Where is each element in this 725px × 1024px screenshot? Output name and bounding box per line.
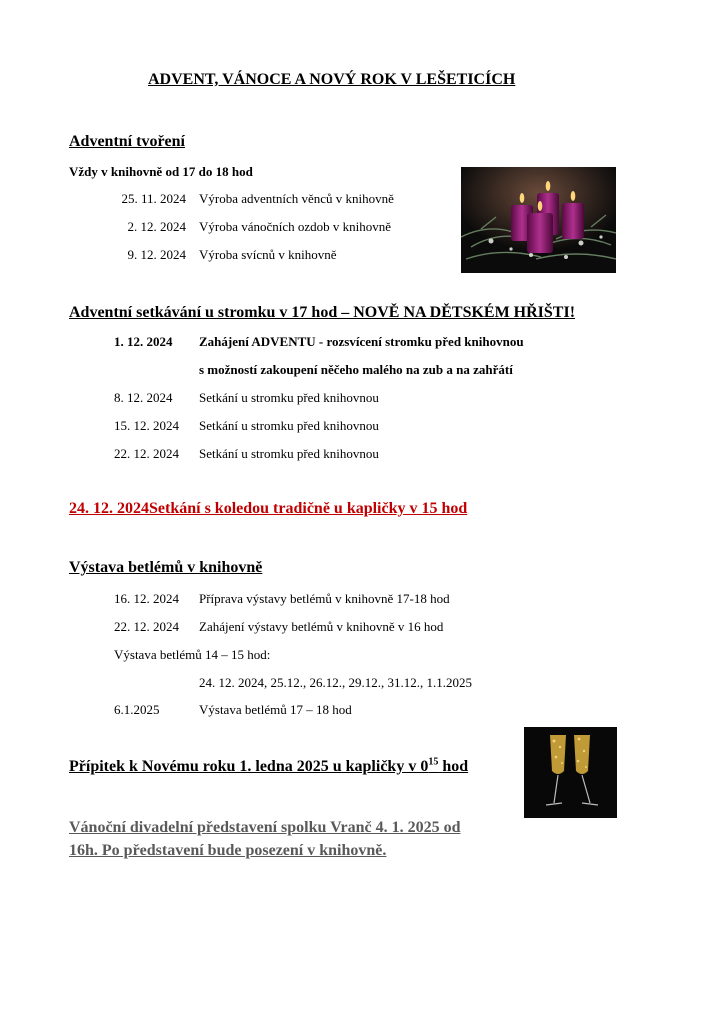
event-text: Setkání u stromku před knihovnou: [199, 390, 379, 405]
event-date: 2. 12. 2024: [127, 219, 186, 234]
event-text: Příprava výstavy betlémů v knihovně 17-18 hod: [199, 591, 450, 606]
section-heading-nativity-exhibition: Výstava betlémů v knihovně: [69, 559, 263, 576]
event-text: Setkání u stromku před knihovnou: [199, 446, 379, 461]
advent-candles-photo: [461, 167, 616, 273]
theater-announcement-line2: 16h. Po představení bude posezení v knihovně.: [69, 842, 387, 859]
event-date: 22. 12. 2024: [114, 446, 179, 461]
exhibition-hours-label: Výstava betlémů 14 – 15 hod:: [114, 647, 271, 662]
section-subheading: Vždy v knihovně od 17 do 18 hod: [69, 164, 253, 179]
event-date: 16. 12. 2024: [114, 591, 179, 606]
theater-announcement-line1: Vánoční divadelní představení spolku Vranč 4. 1. 2025 od: [69, 819, 461, 836]
champagne-glasses-photo: [524, 727, 617, 818]
event-text: Zahájení ADVENTU - rozsvícení stromku před knihovnou: [199, 334, 524, 349]
event-text: Setkání u stromku před knihovnou: [199, 418, 379, 433]
section-heading-new-year-toast: [69, 758, 468, 776]
toast-heading-end: hod: [442, 758, 469, 775]
exhibition-dates: 24. 12. 2024, 25.12., 26.12., 29.12., 31.12., 1.1.2025: [199, 675, 472, 690]
section-heading-advent-meetings: Adventní setkávání u stromku v 17 hod – NOVĚ NA DĚTSKÉM HŘIŠTI!: [69, 304, 576, 321]
event-text: Zahájení výstavy betlémů v knihovně v 16 hod: [199, 619, 444, 634]
event-date: 8. 12. 2024: [114, 390, 173, 405]
toast-heading-superscript: 15: [428, 756, 439, 768]
section-heading-christmas-carols: 24. 12. 2024Setkání s koledou tradičně u kapličky v 15 hod: [69, 500, 468, 517]
section-heading-advent-crafts: Adventní tvoření: [69, 133, 185, 150]
page-title: ADVENT, VÁNOCE A NOVÝ ROK V LEŠETICÍCH: [148, 71, 516, 88]
event-text: Výstava betlémů 17 – 18 hod: [199, 702, 352, 717]
event-text-continued: s možností zakoupení něčeho malého na zub a na zahřátí: [199, 362, 513, 377]
event-date: 15. 12. 2024: [114, 418, 179, 433]
event-date: 22. 12. 2024: [114, 619, 179, 634]
event-text: Výroba vánočních ozdob v knihovně: [199, 219, 392, 234]
event-date: 1. 12. 2024: [114, 334, 173, 349]
event-date: 6.1.2025: [114, 702, 160, 717]
toast-heading-text: Přípitek k Novému roku 1. ledna 2025 u kapličky v 0: [69, 758, 429, 775]
event-date: 25. 11. 2024: [121, 191, 186, 206]
event-text: Výroba adventních věnců v knihovně: [199, 191, 394, 206]
event-text: Výroba svícnů v knihovně: [199, 247, 337, 262]
event-date: 9. 12. 2024: [127, 247, 186, 262]
